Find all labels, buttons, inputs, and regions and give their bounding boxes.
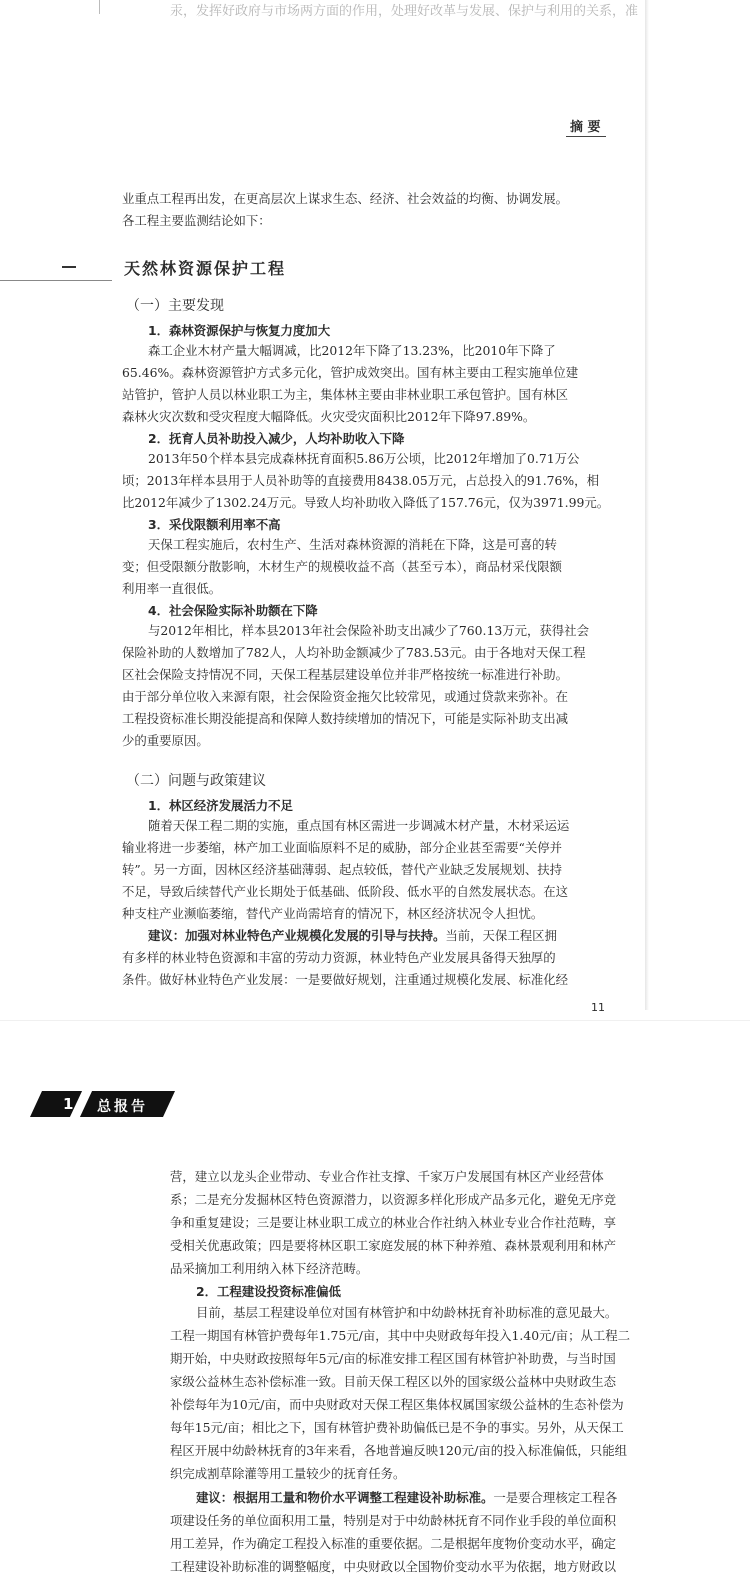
chapter-rule: [0, 280, 112, 281]
paragraph-line: 争和重复建设；三是要让林业职工成立的林业合作社纳入林业专业合作社范畴，享: [170, 1215, 617, 1230]
paragraph-line: 每年15元/亩；相比之下，国有林管护费补助偏低已是不争的事实。另外，从天保工: [170, 1420, 624, 1435]
margin-mark: [99, 0, 100, 14]
paragraph-line: 区社会保险支持情况不同，天保工程基层建设单位并非严格按统一标准进行补助。: [122, 667, 569, 682]
suggestion-rest: 一是要合理核定工程各: [493, 1490, 618, 1505]
paragraph-line: 品采摘加工利用纳入林下经济范畴。: [170, 1261, 369, 1276]
suggestion-bold: 建议：加强对林业特色产业规模化发展的引导与扶持。: [148, 928, 446, 943]
previous-page-cut-line: 汞，发挥好政府与市场两方面的作用，处理好改革与发展、保护与利用的关系，准: [170, 4, 639, 19]
page-12: [0, 1020, 750, 1574]
paragraph-line: 比2012年减少了1302.24万元。导致人均补助收入降低了157.76元，仅为3971.99元。: [122, 495, 610, 510]
suggestion-line: [148, 925, 638, 948]
paragraph-line: 工程一期国有林管护费每年1.75元/亩，其中中央财政每年投入1.40元/亩；从工程二: [170, 1328, 631, 1343]
paragraph-line: 用工差异，作为确定工程投入标准的重要依据。二是根据年度物价变动水平，确定: [170, 1536, 617, 1551]
paragraph-line: 期开始，中央财政按照每年5元/亩的标准安排工程区国有林管护补助费，与当时国: [170, 1351, 616, 1366]
paragraph-line: 与2012年相比，样本县2013年社会保险补助支出减少了760.13万元，获得社会: [148, 623, 589, 638]
paragraph-line: 程区开展中幼龄林抚育的3年来看，各地普遍反映120元/亩的投入标准偏低，只能组: [170, 1443, 627, 1458]
intro-line: 各工程主要监测结论如下：: [122, 213, 271, 228]
paragraph-line: 不足，导致后续替代产业长期处于低基础、低阶段、低水平的自然发展状态。在这: [122, 884, 569, 899]
paragraph-line: 随着天保工程二期的实施，重点国有林区需进一步调减木材产量，木材采运运: [148, 818, 570, 833]
paragraph-line: 工程投资标准长期没能提高和保障人数持续增加的情况下，可能是实际补助支出减: [122, 711, 569, 726]
paragraph-line: 输业将进一步萎缩，林产加工业面临原料不足的威胁，部分企业甚至需要“关停并: [122, 840, 563, 855]
paragraph-line: 目前，基层工程建设单位对国有林管护和中幼龄林抚育补助标准的意见最大。: [196, 1305, 618, 1320]
chapter-title: 天然林资源保护工程: [124, 259, 287, 278]
paragraph-line: 织完成割草除灌等用工量较少的抚育任务。: [170, 1466, 406, 1481]
page-edge-shadow: [645, 0, 649, 1010]
suggestion-line: [196, 1487, 686, 1510]
paragraph-line: 系；二是充分发掘林区特色资源潜力，以资源多样化形成产品多元化，避免无序竞: [170, 1192, 617, 1207]
paragraph-line: 有多样的林业特色资源和丰富的劳动力资源，林业特色产业发展具备得天独厚的: [122, 950, 556, 965]
page-number: 11: [591, 1001, 605, 1014]
paragraph-line: 项建设任务的单位面积用工量，特别是对于中幼龄林抚育不同作业手段的单位面积: [170, 1513, 617, 1528]
banner-label: 总报告: [97, 1099, 148, 1115]
subsection-title: 1．森林资源保护与恢复力度加大: [148, 323, 331, 338]
banner-number: 1: [63, 1095, 74, 1113]
subsection-title: 2．工程建设投资标准偏低: [196, 1284, 341, 1299]
section-title-findings: （一）主要发现: [126, 298, 224, 314]
paragraph-line: 森工企业木材产量大幅调减，比2012年下降了13.23%，比2010年下降了: [148, 343, 556, 358]
paragraph-line: 变；但受限额分散影响，木材生产的规模收益不高（甚至亏本），商品材采伐限额: [122, 559, 562, 574]
paragraph-line: 转”。另一方面，因林区经济基础薄弱、起点较低，替代产业缺乏发展规划、扶持: [122, 862, 563, 877]
paragraph-line: 65.46%。森林资源管护方式多元化，管护成效突出。国有林主要由工程实施单位建: [122, 365, 579, 380]
chapter-dash: [62, 266, 76, 268]
paragraph-line: 利用率一直很低。: [122, 581, 222, 596]
subsection-title: 3．采伐限额利用率不高: [148, 517, 281, 532]
paragraph-line: 家级公益林生态补偿标准一致。目前天保工程区以外的国家级公益林中央财政生态: [170, 1374, 617, 1389]
paragraph-line: 天保工程实施后，农村生产、生活对森林资源的消耗在下降，这是可喜的转: [148, 537, 557, 552]
subsection-title: 2．抚育人员补助投入减少，人均补助收入下降: [148, 431, 405, 446]
suggestion-rest: 当前，天保工程区拥: [445, 928, 557, 943]
paragraph-line: 补偿每年为10元/亩，而中央财政对天保工程区集体权属国家级公益林的生态补偿为: [170, 1397, 624, 1412]
paragraph-line: 少的重要原因。: [122, 733, 209, 748]
paragraph-line: 2013年50个样本县完成森林抚育面积5.86万公顷，比2012年增加了0.71万公: [148, 451, 580, 466]
section-title-recommendations: （二）问题与政策建议: [126, 773, 266, 789]
running-head-rule: [566, 136, 606, 137]
suggestion-bold: 建议：根据用工量和物价水平调整工程建设补助标准。: [196, 1490, 494, 1505]
paragraph-line: 条件。做好林业特色产业发展：一是要做好规划，注重通过规模化发展、标准化经: [122, 972, 569, 987]
paragraph-line: 工程建设补助标准的调整幅度，中央财政以全国物价变动水平为依据，地方财政以: [170, 1559, 617, 1574]
paragraph-line: 由于部分单位收入来源有限，社会保险资金拖欠比较常见，或通过贷款来弥补。在: [122, 689, 569, 704]
subsection-title: 1．林区经济发展活力不足: [148, 798, 293, 813]
subsection-title: 4．社会保险实际补助额在下降: [148, 603, 318, 618]
paragraph-line: 营，建立以龙头企业带动、专业合作社支撑、千家万户发展国有林区产业经营体: [170, 1169, 604, 1184]
paragraph-line: 站管护，管护人员以林业职工为主，集体林主要由非林业职工承包管护。国有林区: [122, 387, 569, 402]
paragraph-line: 种支柱产业濒临萎缩，替代产业尚需培育的情况下，林区经济状况令人担忧。: [122, 906, 544, 921]
paragraph-line: 顷；2013年样本县用于人员补助等的直接费用8438.05万元，占总投入的91.76%，相: [122, 473, 599, 488]
paragraph-line: 保险补助的人数增加了782人，人均补助金额减少了783.53元。由于各地对天保工程: [122, 645, 586, 660]
paragraph-line: 受相关优惠政策；四是要将林区职工家庭发展的林下种养殖、森林景观利用和林产: [170, 1238, 617, 1253]
paragraph-line: 森林火灾次数和受灾程度大幅降低。火灾受灾面积比2012年下降97.89%。: [122, 409, 536, 424]
running-head: 摘 要: [570, 120, 601, 135]
intro-line: 业重点工程再出发，在更高层次上谋求生态、经济、社会效益的均衡、协调发展。: [122, 191, 569, 206]
